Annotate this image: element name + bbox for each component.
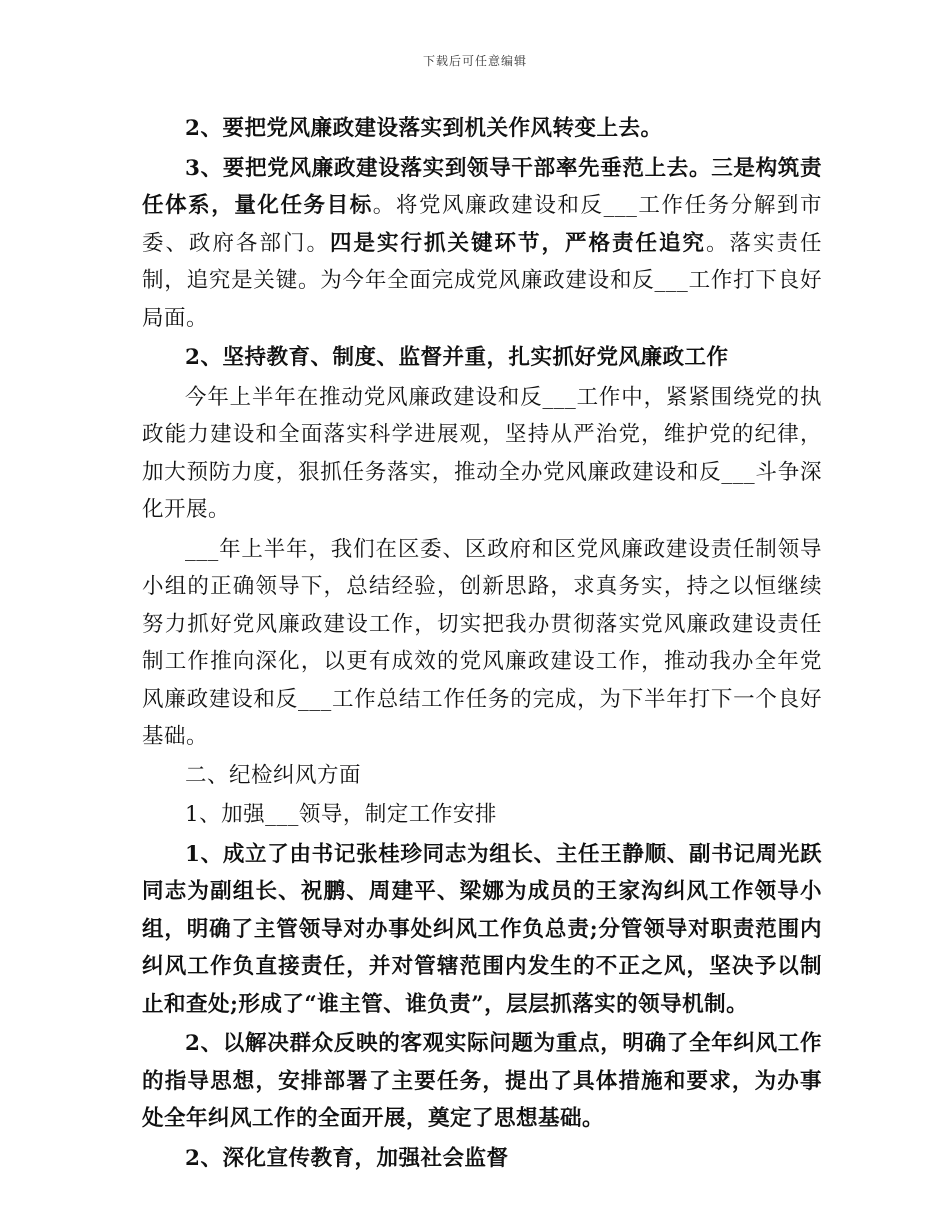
paragraph-bold-key: 四是实行抓关键环节，严格责任追究 bbox=[330, 230, 706, 256]
document-body bbox=[142, 110, 822, 1179]
paragraph-item-3-leaders bbox=[142, 150, 822, 338]
section-heading-education: 2、坚持教育、制度、监督并重，扎实抓好党风廉政工作 bbox=[185, 345, 729, 370]
paragraph-guiding-thought: 2、以解决群众反映的客观实际问题为重点，明确了全年纠风工作的指导思想，安排部署了主要任务，提出了具体措施和要求，为办事处全年纠风工作的全面开展，奠定了思想基础。 bbox=[142, 1031, 822, 1131]
section-heading-discipline: 二、纪检纠风方面 bbox=[185, 762, 362, 788]
paragraph-normal-text-2: 。落实责任制，追究是关键。为今年全面完成党风廉政建设和反___工作打下良好局面。 bbox=[142, 230, 822, 331]
paragraph-item-2-conduct: 2、要把党风廉政建设落实到机关作风转变上去。 bbox=[185, 116, 663, 141]
paragraph-first-half-year: 今年上半年在推动党风廉政建设和反___工作中，紧紧围绕党的执政能力建设和全面落实科学进展观，坚持从严治党，维护党的纪律，加大预防力度，狠抓任务落实，推动全办党风廉政建设和反___斗争深化开展。 bbox=[142, 384, 822, 522]
subheading-strengthen-leadership: 1、加强___领导，制定工作安排 bbox=[185, 802, 497, 827]
page-header: 下载后可任意编辑 bbox=[422, 54, 527, 68]
paragraph-leading-group: 1、成立了由书记张桂珍同志为组长、主任王静顺、副书记周光跃同志为副组长、祝鹏、周建平、梁娜为成员的王家沟纠风工作领导小组，明确了主管领导对办事处纠风工作负总责;分管领导对职责范围内纠风工作负直接责任，并对管辖范围内发生的不正之风，坚决予以制止和查处;形成了“谁主管、谁负责”，层层抓落实的领导机制。 bbox=[142, 841, 822, 1017]
paragraph-year-summary: ___年上半年，我们在区委、区政府和区党风廉政建设责任制领导小组的正确领导下，总结经验，创新思路，求真务实，持之以恒继续努力抓好党风廉政建设工作，切实把我办贯彻落实党风廉政建设责任制工作推向深化，以更有成效的党风廉政建设工作，推动我办全年党风廉政建设和反___工作总结工作任务的完成，为下半年打下一个良好基础。 bbox=[142, 536, 822, 749]
subheading-publicity-education: 2、深化宣传教育，加强社会监督 bbox=[185, 1145, 509, 1171]
paragraph-bold-lead: 3、要把党风廉政建设落实到领导干部率先垂范上去。三是构筑责任体系，量化任务目标 bbox=[142, 155, 822, 218]
paragraph-normal-text: 。将党风廉政建设和反___工作任务分解到市委、政府各部门。 bbox=[142, 193, 822, 256]
